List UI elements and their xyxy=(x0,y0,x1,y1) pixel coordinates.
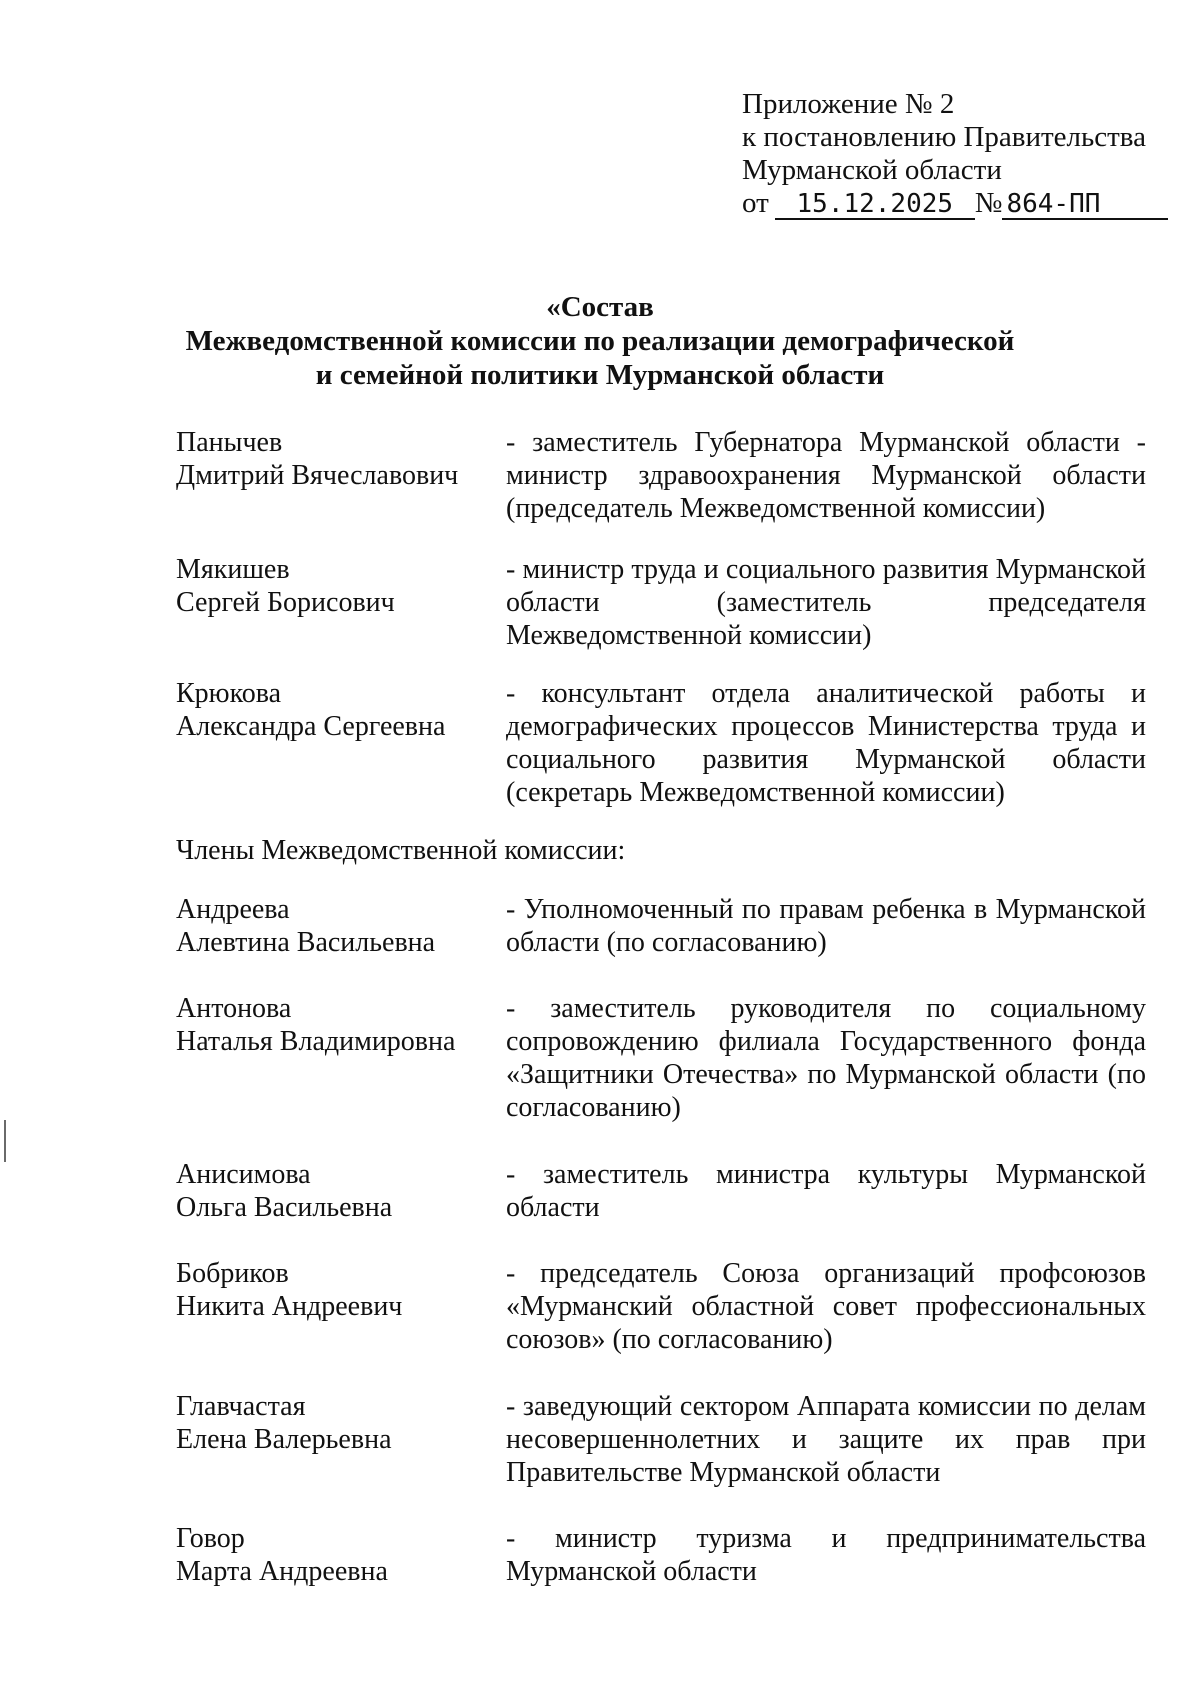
title-line-2: Межведомственной комиссии по реализации демографической xyxy=(185,325,1015,357)
member-role: - министр туризма и предпринимательства Мурманской области xyxy=(506,1523,1146,1587)
decree-date: 15.12.2025 xyxy=(775,190,975,220)
appendix-reference: к постановлению Правительства xyxy=(742,121,1146,153)
member-surname: Главчастая xyxy=(176,1391,306,1422)
member-role: - Уполномоченный по правам ребенка в Мурманской области (по согласованию) xyxy=(506,894,1146,958)
member-name xyxy=(176,553,476,619)
member-role: - председатель Союза организаций профсоюзов «Мурманский областной совет профессиональных союзов» (по согласованию) xyxy=(506,1258,1146,1355)
appendix-number: Приложение № 2 xyxy=(742,88,955,120)
member-surname: Антонова xyxy=(176,993,292,1024)
document-title xyxy=(140,290,1060,392)
member-given-name: Сергей Борисович xyxy=(176,587,395,618)
title-line-3: и семейной политики Мурманской области xyxy=(315,359,885,391)
member-given-name: Наталья Владимировна xyxy=(176,1026,456,1057)
member-surname: Крюкова xyxy=(176,678,282,709)
member-surname: Андреева xyxy=(176,894,290,925)
member-role: - заместитель министра культуры Мурманской области xyxy=(506,1159,1146,1223)
member-name xyxy=(176,1158,476,1224)
appendix-date-line xyxy=(742,187,1162,220)
member-name xyxy=(176,992,476,1058)
member-name xyxy=(176,1522,476,1588)
member-name xyxy=(176,893,476,959)
member-surname: Бобриков xyxy=(176,1258,289,1289)
member-surname: Панычев xyxy=(176,427,283,458)
member-surname: Мякишев xyxy=(176,554,290,585)
member-given-name: Ольга Васильевна xyxy=(176,1192,393,1223)
member-role: - заведующий сектором Аппарата комиссии по делам несовершеннолетних и защите их прав при Правительстве Мурманской области xyxy=(506,1391,1146,1488)
member-surname: Говор xyxy=(176,1523,245,1554)
member-given-name: Александра Сергеевна xyxy=(176,711,446,742)
date-prefix: от xyxy=(742,187,769,219)
appendix-region: Мурманской области xyxy=(742,154,1002,186)
member-name xyxy=(176,426,476,492)
decree-number: 864-ПП xyxy=(1002,190,1168,220)
scan-edge-mark xyxy=(4,1120,6,1162)
member-surname: Анисимова xyxy=(176,1159,311,1190)
member-given-name: Дмитрий Вячеславович xyxy=(176,460,459,491)
number-prefix: № xyxy=(974,187,1003,219)
appendix-header xyxy=(742,88,1162,220)
member-role: - заместитель Губернатора Мурманской области - министр здравоохранения Мурманской области (председатель Межведомственной комиссии) xyxy=(506,427,1146,524)
members-heading: Члены Межведомственной комиссии: xyxy=(176,835,626,866)
title-line-1: «Состав xyxy=(546,291,654,323)
member-role: - заместитель руководителя по социальному сопровождению филиала Государственного фонда «Защитники Отечества» по Мурманской области (по согласованию) xyxy=(506,993,1146,1123)
member-name xyxy=(176,1390,476,1456)
member-given-name: Марта Андреевна xyxy=(176,1556,388,1587)
member-name xyxy=(176,1257,476,1323)
member-given-name: Елена Валерьевна xyxy=(176,1424,392,1455)
member-name xyxy=(176,677,476,743)
member-given-name: Никита Андреевич xyxy=(176,1291,403,1322)
member-given-name: Алевтина Васильевна xyxy=(176,927,436,958)
member-role: - министр труда и социального развития Мурманской области (заместитель председателя Межведомственной комиссии) xyxy=(506,554,1146,651)
member-role: - консультант отдела аналитической работы и демографических процессов Министерства труда и социального развития Мурманской области (секретарь Межведомственной комиссии) xyxy=(506,678,1146,808)
